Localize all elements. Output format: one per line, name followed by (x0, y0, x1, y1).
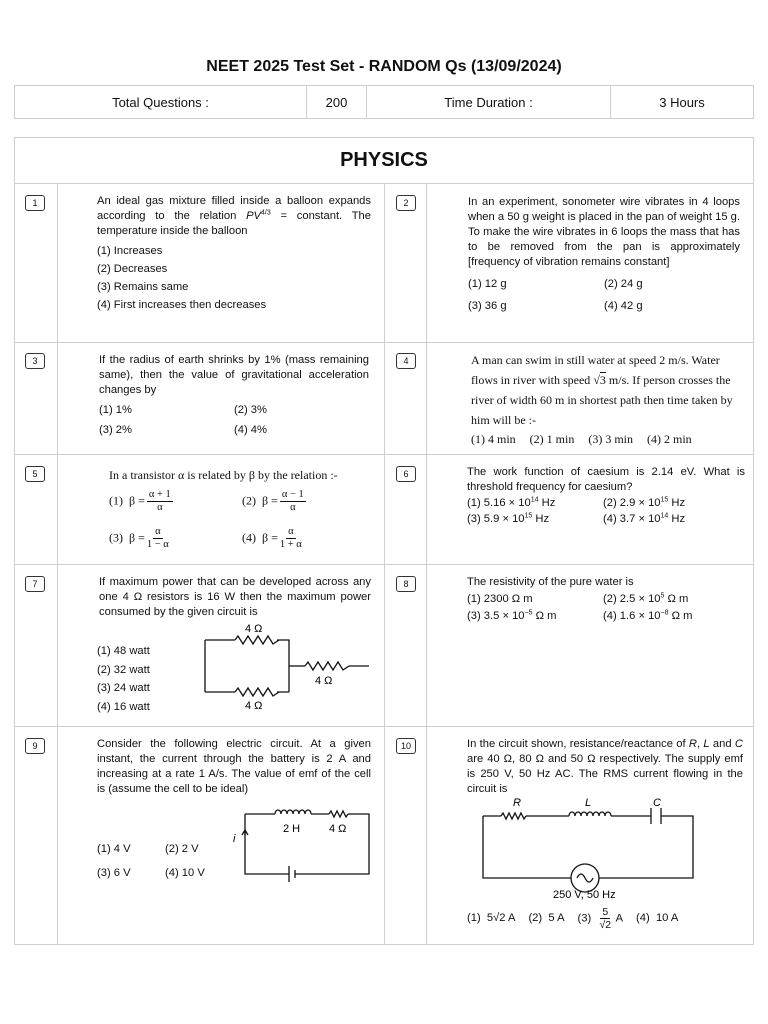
option[interactable] (467, 496, 603, 511)
option[interactable]: (4) 2 min (647, 432, 692, 446)
exponent: 15 (524, 512, 533, 520)
unit: Hz (668, 497, 686, 509)
question-1 (97, 194, 371, 314)
unit: Hz (668, 513, 686, 525)
question-number-7: 7 (25, 576, 45, 592)
fraction (280, 489, 306, 514)
option[interactable]: (4) 4% (234, 424, 267, 436)
question-3-stem: If the radius of earth shrinks by 1% (mass remaining same), then the value of gravitational acceleration changes by (99, 354, 369, 396)
option[interactable]: (1) 1% (99, 404, 132, 416)
stem-text: An ideal gas mixture filled inside a balloon expands according to the relation (97, 195, 371, 222)
stem-text: m/s. If person crosses the river of width 60 m in shortest path then time taken by him will be :- (471, 373, 733, 427)
numerator: α − 1 (281, 489, 304, 500)
question-number-5: 5 (25, 466, 45, 482)
stem-text: = constant. The temperature inside the balloon (97, 210, 371, 237)
option[interactable] (467, 512, 603, 527)
resistor-bottom (235, 688, 279, 696)
question-number-2: 2 (396, 195, 416, 211)
question-8-stem: The resistivity of the pure water is (467, 576, 634, 588)
option[interactable] (467, 911, 515, 926)
option[interactable]: (1) 4 V (97, 843, 131, 855)
option[interactable]: (2) 1 min (529, 432, 575, 446)
option[interactable]: (4) 42 g (604, 300, 643, 312)
option[interactable]: (2) Decreases (97, 263, 168, 275)
total-questions-value: 200 (307, 86, 367, 118)
stem-variable: L (703, 738, 710, 750)
option-text: (3) 3.5 × 10 (467, 610, 525, 622)
question-10 (467, 737, 743, 797)
question-number-3: 3 (25, 353, 45, 369)
option-lhs: β = (262, 530, 278, 545)
option-text: (4) 3.7 × 10 (603, 513, 661, 525)
total-questions-label: Total Questions : (15, 86, 307, 118)
grid-line (15, 564, 753, 565)
grid-line (15, 454, 753, 455)
option[interactable] (603, 512, 745, 527)
question-9-stem: Consider the following electric circuit. At a given instant, the current through the battery is 2 A and increasing at a rate 1 A/s. The value of emf of the cell is (assume the cell to be ideal) (97, 738, 371, 795)
question-number-4: 4 (396, 353, 416, 369)
option-label: (4) (636, 912, 650, 924)
option-lhs: β = (129, 530, 145, 545)
exponent: 14 (660, 512, 669, 520)
unit: Ω m (532, 610, 557, 622)
grid-line (15, 726, 753, 727)
option-lhs: β = (262, 493, 278, 508)
option-lhs: β = (129, 493, 145, 508)
time-duration-value: 3 Hours (659, 94, 705, 110)
fraction (599, 906, 611, 931)
resistor (501, 813, 526, 819)
stem-variable: C (734, 738, 743, 750)
circuit-label: C (653, 797, 661, 809)
option[interactable]: (1) 4 min (471, 432, 516, 446)
resistor-top (235, 636, 279, 644)
option-label: (1) (467, 912, 481, 924)
sqrt-sign: √ (593, 373, 600, 387)
question-6 (467, 465, 745, 527)
option-label: (1) (109, 493, 123, 508)
option-label: (2) (528, 912, 543, 924)
option[interactable] (109, 526, 242, 551)
fraction (147, 526, 169, 551)
option[interactable]: (3) 6 V (97, 867, 131, 879)
circuit-label: i (233, 833, 236, 845)
question-number-9: 9 (25, 738, 45, 754)
option[interactable]: (1) 48 watt (97, 645, 150, 657)
option-label: (2) (242, 493, 256, 508)
exponent: −5 (524, 609, 533, 617)
question-number-10: 10 (396, 738, 416, 754)
option[interactable]: (2) 24 g (604, 278, 643, 290)
option-label: (3) (577, 912, 592, 925)
circuit-label: 2 H (283, 823, 301, 835)
circuit-label: 4 Ω (329, 823, 347, 835)
option[interactable]: (3) 2% (99, 424, 132, 436)
option[interactable]: (2) 32 watt (97, 663, 150, 676)
option[interactable]: (2) 2 V (165, 843, 199, 855)
stem-variable: R (688, 738, 697, 750)
option[interactable] (603, 592, 745, 607)
circuit-label: R (513, 797, 521, 809)
question-4-stem (471, 350, 743, 430)
stem-text: In the circuit shown, resistance/reactance of (467, 738, 689, 750)
circuit-label: 4 Ω (245, 623, 263, 635)
numerator: α (155, 526, 161, 537)
option[interactable] (636, 911, 678, 926)
question-10-stem: In the circuit shown, resistance/reactance of R, L and C are 40 Ω, 80 Ω and 50 Ω respectively. The supply emf is 250 V, 50 Hz AC. The RMS current flowing in the circuit is (467, 738, 743, 795)
time-duration-label: Time Duration : (367, 86, 611, 118)
option[interactable] (109, 489, 242, 514)
exponent: 15 (660, 496, 669, 504)
grid-line (15, 342, 753, 343)
option[interactable]: (3) 36 g (468, 300, 507, 312)
denominator: α (157, 502, 163, 513)
stem-text: A man can swim in still water at speed 2 m/s. Water flows in river with speed (471, 353, 720, 387)
question-10-options (467, 906, 743, 931)
exponent: 14 (530, 496, 539, 504)
capacitor (651, 808, 661, 824)
question-10-circuit-diagram (475, 794, 701, 900)
stem-expression: PV (246, 210, 261, 222)
unit: Hz (538, 497, 556, 509)
option[interactable]: (3) Remains same (97, 281, 189, 293)
numerator: α (288, 526, 294, 537)
question-grid (14, 137, 754, 945)
question-9-circuit-diagram (233, 802, 379, 886)
denominator: 1 + α (279, 539, 302, 550)
stem-text: and (709, 738, 735, 750)
question-2 (468, 195, 740, 314)
question-5 (109, 467, 375, 551)
option-text: (3) 5.9 × 10 (467, 513, 525, 525)
question-number-6: 6 (396, 466, 416, 482)
option[interactable]: (4) First increases then decreases (97, 299, 267, 311)
question-2-stem: In an experiment, sonometer wire vibrates in 4 loops when a 50 g weight is placed in the pan of weight 15 g. To make the wire vibrates in 6 loops the mass that has to be removed from the pan is approximately [frequency of vibration remains constant] (468, 196, 740, 268)
inductor (275, 810, 311, 814)
question-7-options (97, 642, 177, 716)
option[interactable]: (2) 3% (234, 404, 267, 416)
unit: Hz (532, 513, 550, 525)
question-7-stem: If maximum power that can be developed across any one 4 Ω resistors is 16 W then the maximum power consumed by the given circuit is (99, 576, 371, 618)
option-text: (1) 5.16 × 10 (467, 497, 531, 509)
option-text: (2) 2.5 × 10 (603, 593, 661, 605)
unit: Ω m (664, 593, 689, 605)
stem-text: are 40 Ω, 80 Ω and 50 Ω respectively. The supply emf is 250 V, 50 Hz AC. The RMS current flowing in the circuit is (467, 753, 743, 795)
circuit-label: 4 Ω (315, 675, 333, 687)
circuit-label: 250 V, 50 Hz (553, 889, 616, 900)
stem-exponent: 4/3 (261, 209, 271, 217)
option[interactable] (528, 911, 564, 926)
question-number-1: 1 (25, 195, 45, 211)
option[interactable] (467, 609, 603, 624)
exponent: 5 (660, 592, 665, 600)
option[interactable] (242, 526, 375, 551)
question-3 (99, 353, 369, 438)
question-6-stem: The work function of caesium is 2.14 eV. What is threshold frequency for caesium? (467, 466, 745, 493)
fraction (147, 489, 173, 514)
numerator: α + 1 (148, 489, 171, 500)
test-info-table (14, 85, 754, 119)
denominator: 1 − α (146, 539, 169, 550)
option[interactable]: (1) Increases (97, 245, 163, 257)
circuit-label: L (585, 797, 592, 809)
denominator: α (290, 502, 296, 513)
option-value: 5 A (548, 912, 565, 924)
fraction (280, 526, 302, 551)
resistor (329, 811, 348, 817)
subject-heading: PHYSICS (15, 138, 753, 184)
option[interactable]: (3) 3 min (588, 432, 634, 446)
question-8 (467, 575, 745, 624)
question-9 (97, 737, 371, 797)
option-label: (3) (109, 530, 123, 545)
question-9-options (97, 842, 237, 881)
option[interactable]: (3) 24 watt (97, 682, 150, 694)
resistor-right (305, 662, 349, 670)
option-label: (4) (242, 530, 256, 545)
question-5-stem: In a transistor α is related by β by the relation :- (109, 468, 338, 482)
option[interactable] (603, 609, 745, 624)
option[interactable]: (1) 12 g (468, 278, 507, 290)
option-text: (2) 2.9 × 10 (603, 497, 661, 509)
option[interactable] (603, 496, 745, 511)
question-7-circuit-diagram (193, 618, 373, 714)
sqrt-value: 3 (599, 373, 606, 387)
inductor (569, 812, 611, 816)
question-4 (471, 350, 743, 449)
denominator: √2 (599, 919, 612, 931)
option-value: 10 A (655, 912, 679, 924)
unit: Ω m (668, 610, 693, 622)
option[interactable]: (4) 10 V (165, 867, 205, 879)
option[interactable] (467, 592, 603, 607)
option-text: (1) 2300 Ω m (467, 593, 533, 605)
option[interactable] (578, 906, 623, 931)
test-title: NEET 2025 Test Set - RANDOM Qs (13/09/2024) (206, 58, 562, 75)
circuit-label: 4 Ω (245, 700, 263, 712)
question-7 (99, 575, 371, 620)
numerator: 5 (602, 906, 609, 918)
question-number-8: 8 (396, 576, 416, 592)
option[interactable] (242, 489, 375, 514)
exponent: −8 (660, 609, 669, 617)
question-1-stem (97, 194, 371, 239)
option[interactable]: (4) 16 watt (97, 700, 150, 713)
option-value: 5√2 A (486, 912, 516, 924)
unit: A (615, 912, 624, 925)
option-text: (4) 1.6 × 10 (603, 610, 661, 622)
